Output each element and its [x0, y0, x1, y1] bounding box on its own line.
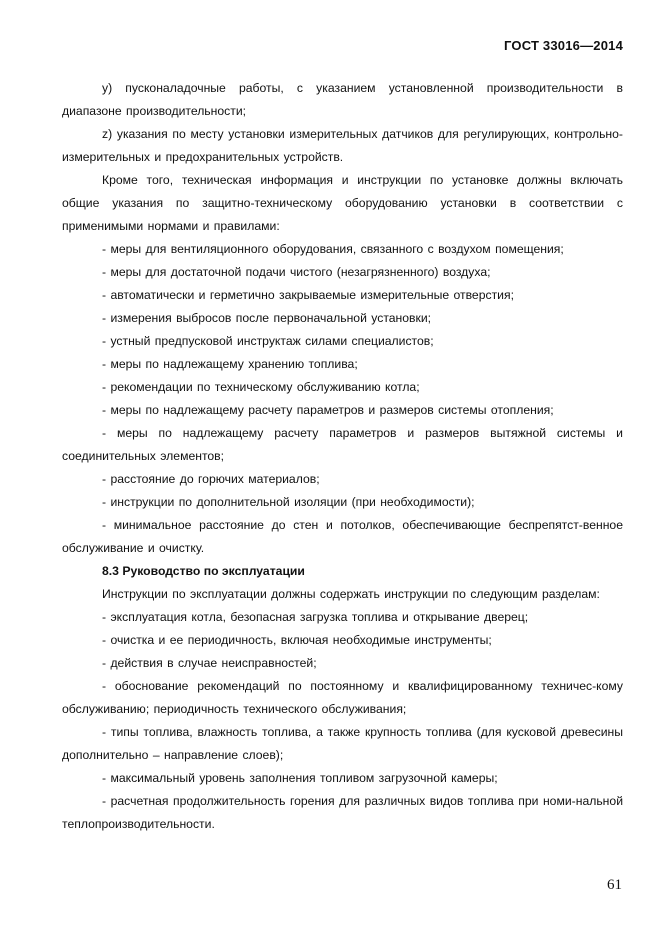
paragraph-installation-intro: Кроме того, техническая информация и инструкции по установке должны включать общие указания по защитно-техническому оборудованию установки в соответствии с применимыми нормами и правилами:	[62, 173, 623, 233]
list-item: - очистка и ее периодичность, включая необходимые инструменты;	[102, 633, 492, 647]
list-item: - эксплуатация котла, безопасная загрузка топлива и открывание дверец;	[102, 610, 529, 624]
section-intro: Инструкции по эксплуатации должны содержать инструкции по следующим разделам:	[102, 587, 600, 601]
list-item: - устный предпусковой инструктаж силами специалистов;	[102, 334, 434, 348]
paragraph-item-y: у) пусконаладочные работы, с указанием установленной производительности в диапазоне производительности;	[62, 81, 623, 118]
list-item: - расстояние до горючих материалов;	[102, 472, 320, 486]
list-item: - меры по надлежащему расчету параметров и размеров системы отопления;	[102, 403, 554, 417]
list-item: - действия в случае неисправностей;	[102, 656, 317, 670]
list-item: - максимальный уровень заполнения топливом загрузочной камеры;	[102, 771, 498, 785]
list-item: - меры для достаточной подачи чистого (незагрязненного) воздуха;	[102, 265, 491, 279]
list-item: - меры по надлежащему расчету параметров и размеров вытяжной системы и соединительных элементов;	[62, 426, 623, 463]
paragraph-item-z: z) указания по месту установки измерительных датчиков для регулирующих, контрольно-измерительных и предохранительных устройств.	[62, 127, 623, 164]
document-id: ГОСТ 33016—2014	[504, 38, 623, 53]
section-heading: 8.3 Руководство по эксплуатации	[102, 564, 305, 578]
list-item: - обоснование рекомендаций по постоянному и квалифицированному техничес-кому обслуживанию; периодичность технического обслуживания;	[62, 679, 623, 716]
list-item: - меры для вентиляционного оборудования, связанного с воздухом помещения;	[102, 242, 564, 256]
page-number: 61	[607, 877, 622, 893]
list-item: - минимальное расстояние до стен и потолков, обеспечивающие беспрепятст-венное обслуживание и очистку.	[62, 518, 623, 555]
list-item: - инструкции по дополнительной изоляции (при необходимости);	[102, 495, 475, 509]
page-body	[62, 77, 623, 836]
list-item: - типы топлива, влажность топлива, а также крупность топлива (для кусковой древесины дополнительно – направление слоев);	[62, 725, 623, 762]
list-item: - автоматически и герметично закрываемые измерительные отверстия;	[102, 288, 514, 302]
list-item: - измерения выбросов после первоначальной установки;	[102, 311, 432, 325]
list-item: - меры по надлежащему хранению топлива;	[102, 357, 358, 371]
list-item: - рекомендации по техническому обслуживанию котла;	[102, 380, 420, 394]
list-item: - расчетная продолжительность горения для различных видов топлива при номи-нальной теплопроизводительности.	[62, 794, 623, 831]
